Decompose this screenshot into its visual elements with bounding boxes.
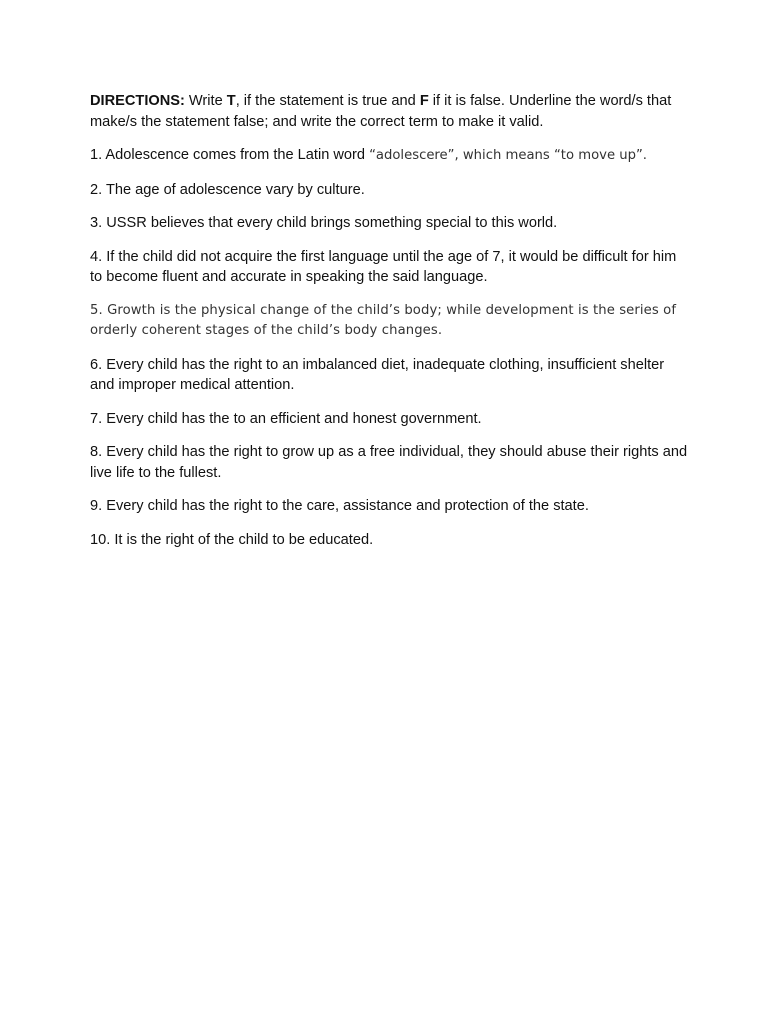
statement-5: 5. Growth is the physical change of the child’s body; while development is the series of orderly coherent stages of the child’s body changes. — [90, 302, 677, 338]
statement-2: 2. The age of adolescence vary by culture. — [90, 181, 365, 198]
statement-10: 10. It is the right of the child to be educated. — [90, 531, 374, 548]
statement-3: 3. USSR believes that every child brings something special to this world. — [90, 215, 558, 231]
directions-paragraph — [90, 91, 690, 132]
directions-text-1: Write — [184, 93, 227, 109]
directions-text-2: , if the statement is true and — [235, 93, 420, 109]
statement-8: 8. Every child has the right to grow up as a free individual, they should abuse their rights and live life to the fullest. — [90, 444, 688, 481]
statement-1 — [90, 145, 690, 167]
false-letter: F — [419, 93, 429, 109]
statement-4: 4. If the child did not acquire the first language until the age of 7, it would be difficult for him to become fluent and accurate in speaking the said language. — [90, 248, 677, 285]
true-letter: T — [226, 93, 236, 109]
statement-1-suffix: “adolescere”, which means “to move up”. — [369, 148, 647, 163]
worksheet-content — [90, 91, 690, 563]
statement-9: 9. Every child has the right to the care, assistance and protection of the state. — [90, 498, 589, 514]
statement-7: 7. Every child has the to an efficient and honest government. — [90, 410, 482, 427]
statement-6: 6. Every child has the right to an imbalanced diet, inadequate clothing, insufficient shelter and improper medical attention. — [90, 356, 665, 393]
statement-1-prefix: 1. Adolescence comes from the Latin word — [90, 147, 370, 163]
directions-label: DIRECTIONS: — [90, 93, 185, 109]
directions-text-3: if it is false. Underline the word/s that make/s the statement false; and write the correct term to make it valid. — [90, 93, 672, 130]
